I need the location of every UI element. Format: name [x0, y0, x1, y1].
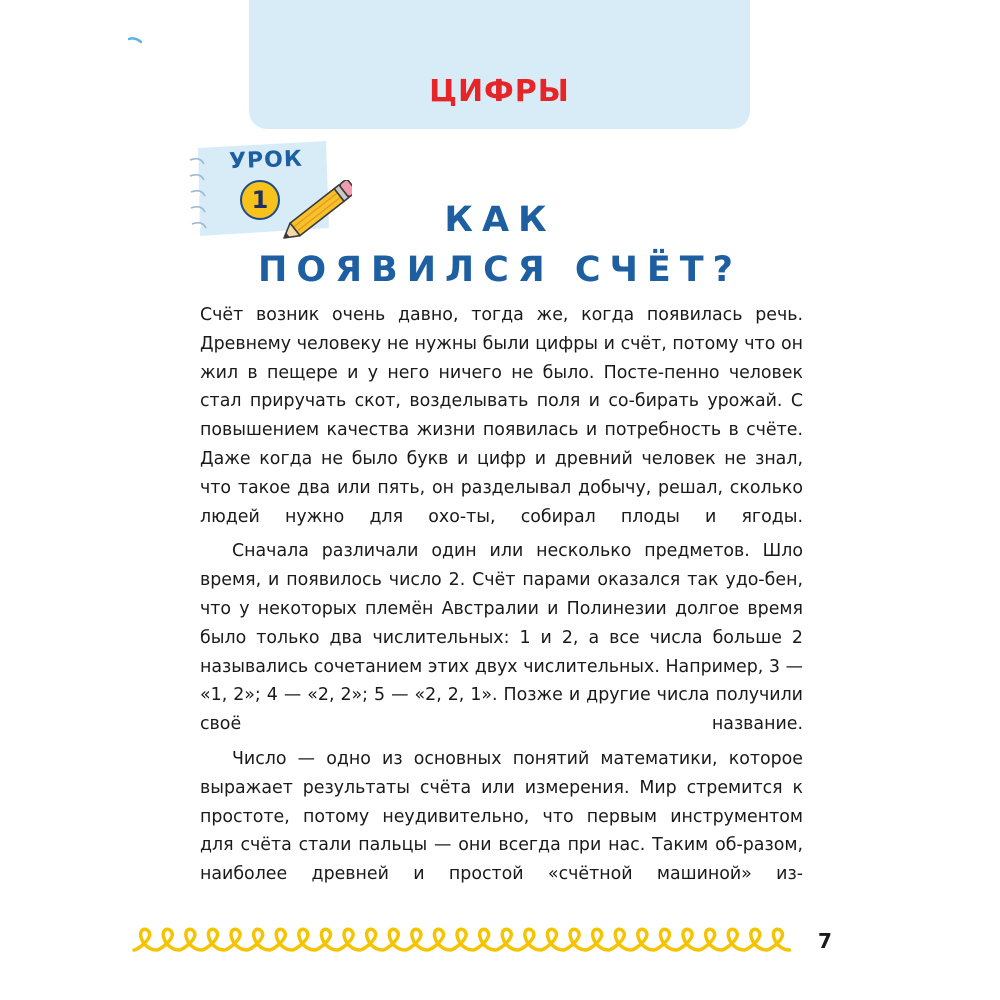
paragraph-1: Счёт возник очень давно, тогда же, когда появилась речь. Древнему человеку не нужны были цифры и счёт, потому что он жил в пещере и у него ничего не было. Посте-пенно человек стал приручать скот, возделывать поля и со-бирать урожай. С повышением качества жизни появилась и потребность в счёте. Даже когда не было букв и цифр и древний человек не знал, что такое два или пять, он разделывал добычу, решал, сколько людей нужно для охо-ты, собирал плоды и ягоды.	[200, 305, 803, 527]
lesson-number-badge: 1	[240, 180, 280, 220]
paragraph-2: Сначала различали один или несколько предметов. Шло время, и появилось число 2. Счёт парами оказался так удо-бен, что у некоторых племён Австралии и Полинезии долгое время было только два числительных: 1 и 2, а все числа больше 2 назывались сочетанием этих двух числительных. Например, 3 — «1, 2»; 4 — «2, 2»; 5 — «2, 2, 1». Позже и другие числа получили своё название.	[200, 541, 803, 735]
chapter-header-tab	[249, 0, 750, 129]
decorative-squiggle-border	[132, 924, 808, 960]
page-title-line-1: КАК	[444, 200, 556, 240]
paragraph-3: Число — одно из основных понятий математики, которое выражает результаты счёта или измерения. Мир стремится к простоте, потому неудивительно, что первым инструментом для счёта стали пальцы — они всегда при нас. Таким об-разом, наиболее древней и простой «счётной машиной» из-	[200, 748, 803, 885]
body-text	[200, 301, 803, 889]
chapter-title: ЦИФРЫ	[429, 74, 570, 109]
lesson-label: УРОК	[228, 146, 304, 175]
page-number: 7	[818, 929, 832, 953]
decorative-dash-icon	[128, 36, 142, 46]
page-title-line-2: ПОЯВИЛСЯ СЧЁТ?	[258, 250, 742, 290]
